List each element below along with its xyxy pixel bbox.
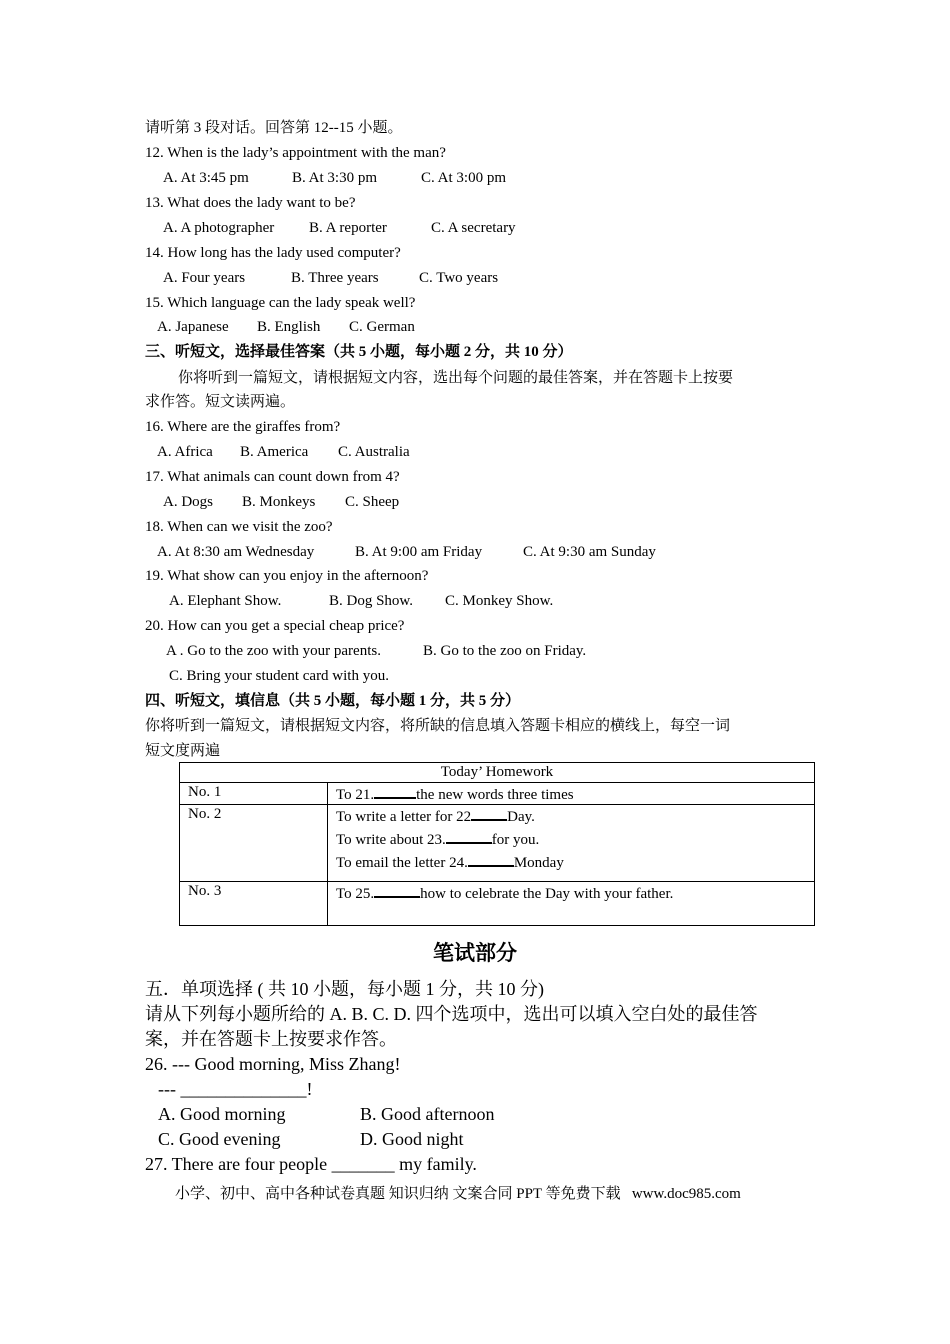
option: A. Japanese xyxy=(157,319,229,335)
question-19: 19. What show can you enjoy in the afternoon? xyxy=(145,568,429,584)
option: B. At 9:00 am Friday xyxy=(355,544,483,560)
table-title: Today’ Homework xyxy=(180,763,815,783)
option: A. Africa xyxy=(157,444,213,460)
question-17: 17. What animals can count down from 4? xyxy=(145,469,400,485)
option: B. Monkeys xyxy=(242,494,316,510)
option: C. At 9:30 am Sunday xyxy=(523,544,656,560)
page-title: 笔试部分 xyxy=(433,941,517,965)
row-label: No. 2 xyxy=(180,805,328,882)
answer-blank-22 xyxy=(471,805,507,821)
section-instructions: 请从下列每小题所给的 A. B. C. D. 四个选项中，选出可以填入空白处的最佳答 xyxy=(145,1004,758,1024)
option: B. Dog Show. xyxy=(329,593,414,609)
answer-blank-25 xyxy=(374,882,420,898)
section-instructions: 你将听到一篇短文，请根据短文内容，选出每个问题的最佳答案，并在答题卡上按要 xyxy=(178,370,734,386)
section-heading: 五．单项选择 ( 共 10 小题，每小题 1 分，共 10 分) xyxy=(145,979,544,999)
option: A. Good morning xyxy=(158,1104,286,1124)
section-instructions: 案，并在答题卡上按要求作答。 xyxy=(145,1029,397,1049)
section-intro: 请听第 3 段对话。回答第 12--15 小题。 xyxy=(145,120,403,136)
row-label: No. 1 xyxy=(180,783,328,805)
question-13: 13. What does the lady want to be? xyxy=(145,195,356,211)
option: B. English xyxy=(257,319,321,335)
answer-blank-23 xyxy=(446,828,492,844)
option: C. Monkey Show. xyxy=(445,593,554,609)
option: D. Good night xyxy=(360,1129,464,1149)
row-label: No. 3 xyxy=(180,882,328,926)
row-content: To 25. how to celebrate the Day with your father. xyxy=(328,882,815,926)
question-12: 12. When is the lady’s appointment with the man? xyxy=(145,145,446,161)
option: B. Go to the zoo on Friday. xyxy=(423,643,587,659)
question-15: 15. Which language can the lady speak well? xyxy=(145,295,416,311)
option: C. German xyxy=(349,319,415,335)
question-14: 14. How long has the lady used computer? xyxy=(145,245,401,261)
option: A. Dogs xyxy=(163,494,214,510)
option: A. A photographer xyxy=(163,220,275,236)
question-27: 27. There are four people _______ my family. xyxy=(145,1154,477,1174)
option: A. At 3:45 pm xyxy=(163,170,249,186)
homework-table xyxy=(179,762,815,926)
question-26-reply: --- ______________! xyxy=(158,1079,313,1099)
table-row xyxy=(180,882,815,926)
question-26: 26. --- Good morning, Miss Zhang! xyxy=(145,1054,401,1074)
option: C. Sheep xyxy=(345,494,400,510)
option: C. Bring your student card with you. xyxy=(169,668,389,684)
option: B. A reporter xyxy=(309,220,387,236)
section-heading: 四、听短文，填信息（共 5 小题，每小题 1 分，共 5 分） xyxy=(145,693,521,709)
question-20: 20. How can you get a special cheap price? xyxy=(145,618,405,634)
option: C. A secretary xyxy=(431,220,516,236)
option: C. At 3:00 pm xyxy=(421,170,507,186)
table-row xyxy=(180,805,815,882)
option: B. Good afternoon xyxy=(360,1104,495,1124)
answer-blank-21 xyxy=(374,783,416,799)
option: B. America xyxy=(240,444,309,460)
footer-text: 小学、初中、高中各种试卷真题 知识归纳 文案合同 PPT 等免费下载 www.doc985.com xyxy=(175,1186,741,1202)
option: A. At 8:30 am Wednesday xyxy=(157,544,315,560)
option: C. Two years xyxy=(419,270,499,286)
option: C. Good evening xyxy=(158,1129,281,1149)
option: A. Four years xyxy=(163,270,246,286)
section-instructions: 求作答。短文读两遍。 xyxy=(145,394,296,410)
section-instructions: 短文度两遍 xyxy=(145,743,221,759)
table-row xyxy=(180,783,815,805)
row-content: To 21. the new words three times xyxy=(328,783,815,805)
question-18: 18. When can we visit the zoo? xyxy=(145,519,333,535)
question-16: 16. Where are the giraffes from? xyxy=(145,419,341,435)
row-content: To write a letter for 22 Day. To write about 23. for you. To email the letter 24. Monday xyxy=(328,805,815,882)
option: C. Australia xyxy=(338,444,410,460)
option: A . Go to the zoo with your parents. xyxy=(166,643,381,659)
answer-blank-24 xyxy=(468,851,514,867)
option: B. At 3:30 pm xyxy=(292,170,378,186)
option: A. Elephant Show. xyxy=(169,593,282,609)
option: B. Three years xyxy=(291,270,379,286)
section-heading: 三、听短文，选择最佳答案（共 5 小题，每小题 2 分，共 10 分） xyxy=(145,344,573,360)
section-instructions: 你将听到一篇短文，请根据短文内容，将所缺的信息填入答题卡相应的横线上，每空一词 xyxy=(145,718,731,734)
